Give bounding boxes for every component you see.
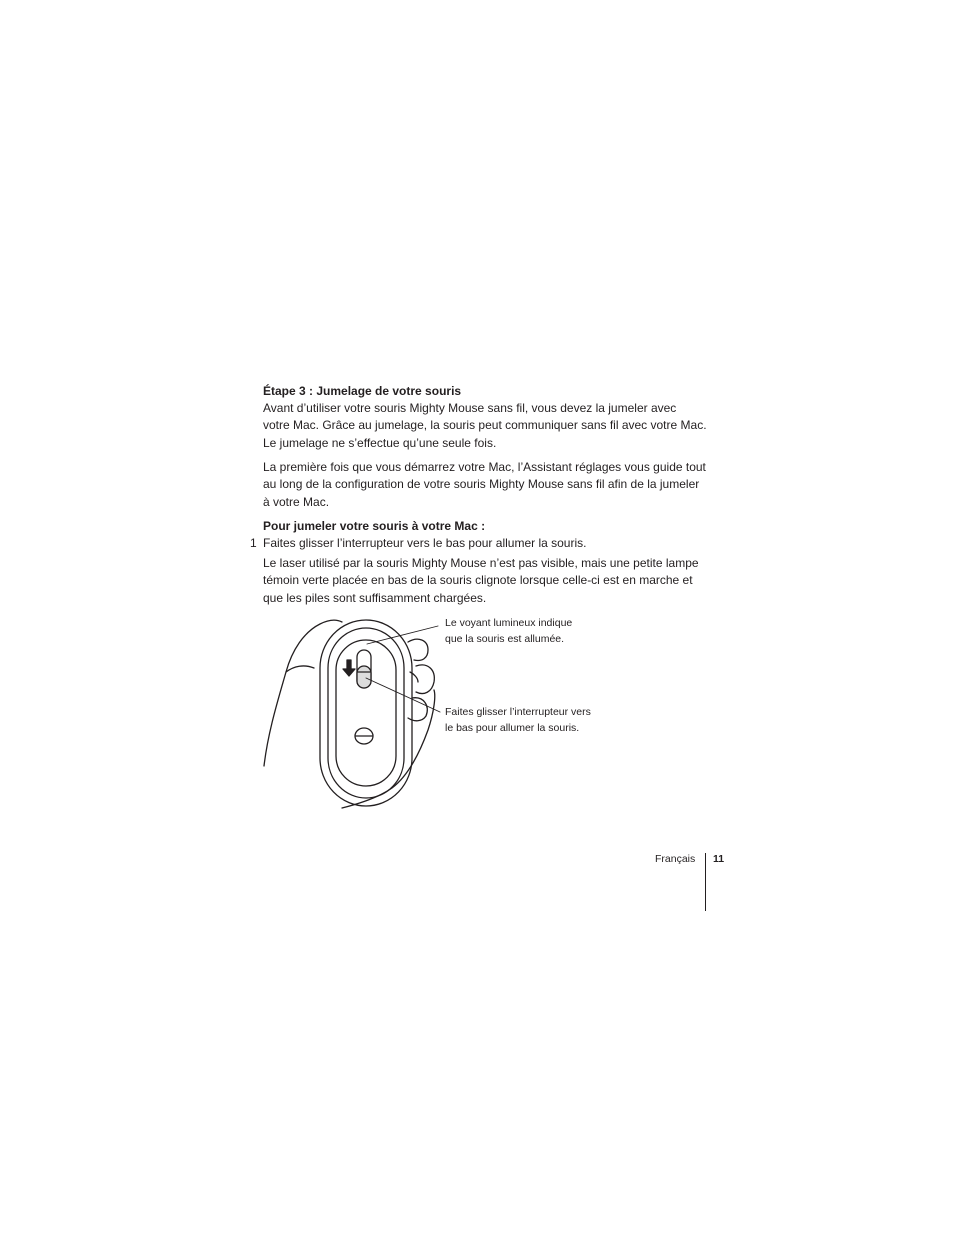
text-line: Le laser utilisé par la souris Mighty Mouse n’est pas visible, mais une petite lampe bbox=[263, 556, 699, 570]
text-line: à votre Mac. bbox=[263, 494, 330, 509]
footer-divider bbox=[705, 853, 706, 911]
caption-line: le bas pour allumer la souris. bbox=[445, 721, 580, 734]
assistant-paragraph bbox=[263, 459, 706, 511]
hand-thumb bbox=[286, 666, 314, 672]
mouse-base-plate bbox=[336, 640, 396, 786]
callout-light-label bbox=[445, 616, 572, 647]
page-number: 11 bbox=[713, 853, 725, 865]
step-number: 1 bbox=[250, 536, 257, 550]
caption-line: que la souris est allumée. bbox=[445, 632, 565, 645]
intro-paragraph bbox=[263, 400, 707, 452]
callout-line-switch bbox=[366, 678, 440, 712]
caption-line: Faites glisser l’interrupteur vers bbox=[445, 706, 591, 718]
step-text: Faites glisser l’interrupteur vers le bas pour allumer la souris. bbox=[263, 536, 587, 550]
mouse-in-hand-illustration bbox=[258, 612, 448, 822]
finger-ring bbox=[408, 698, 427, 721]
procedure-heading: Pour jumeler votre souris à votre Mac : bbox=[263, 519, 486, 533]
callout-switch-label bbox=[445, 705, 591, 736]
finger-little bbox=[410, 672, 418, 682]
text-line: que les piles sont suffisamment chargées. bbox=[263, 590, 487, 605]
arrow-down-icon bbox=[343, 660, 355, 676]
text-line: Avant d’utiliser votre souris Mighty Mouse sans fil, vous devez la jumeler avec bbox=[263, 401, 677, 415]
hand-outline bbox=[264, 620, 342, 766]
text-line: témoin verte placée en bas de la souris clignote lorsque celle-ci est en marche et bbox=[263, 573, 693, 588]
mouse-shell bbox=[320, 620, 412, 806]
text-line: au long de la configuration de votre souris Mighty Mouse sans fil afin de la jumeler bbox=[263, 477, 700, 492]
callout-line-light bbox=[367, 626, 438, 644]
footer-language: Français bbox=[655, 853, 696, 865]
laser-paragraph bbox=[263, 555, 703, 607]
caption-line: Le voyant lumineux indique bbox=[445, 617, 573, 629]
text-line: La première fois que vous démarrez votre Mac, l’Assistant réglages vous guide tout bbox=[263, 460, 706, 474]
finger-middle bbox=[416, 665, 434, 694]
mouse-shell-inner bbox=[328, 628, 404, 798]
step-heading: Étape 3 : Jumelage de votre souris bbox=[263, 384, 462, 398]
text-line: votre Mac. Grâce au jumelage, la souris peut communiquer sans fil avec votre Mac. bbox=[263, 418, 707, 433]
text-line: Le jumelage ne s’effectue qu’une seule fois. bbox=[263, 435, 497, 450]
switch-knob bbox=[357, 666, 371, 688]
